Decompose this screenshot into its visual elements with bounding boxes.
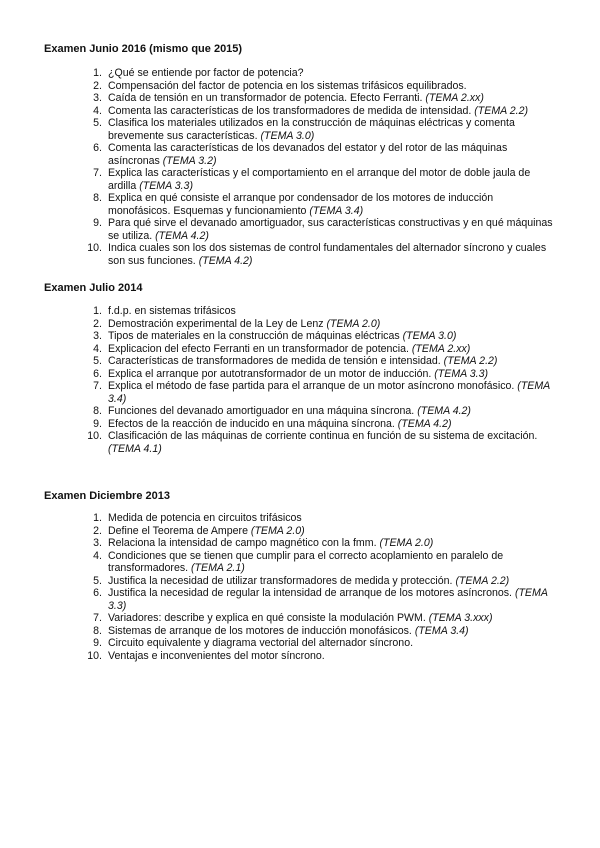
question-number: 10. (87, 430, 102, 442)
tema-reference: (TEMA 2.2) (443, 355, 498, 367)
question-text: Explica en qué consiste el arranque por condensador de los motores de inducción monofásicos. Esquemas y funcionamiento (108, 192, 494, 217)
question-item (44, 117, 556, 142)
question-text: Demostración experimental de la Ley de Lenz (108, 317, 324, 330)
section-title: Examen Julio 2014 (44, 282, 143, 294)
question-number: 3. (93, 92, 102, 104)
question-number: 3. (93, 330, 102, 342)
question-item (44, 305, 556, 318)
tema-reference: (TEMA 2.xx) (411, 342, 471, 355)
question-item (44, 430, 556, 455)
exam-section-diciembre-2013 (44, 489, 556, 662)
question-text: Explica el arranque por autotransformador de un motor de inducción. (108, 367, 432, 380)
question-text: Funciones del devanado amortiguador en una máquina síncrona. (108, 405, 415, 417)
question-item (44, 80, 556, 93)
question-number: 7. (93, 612, 102, 624)
question-text: Clasifica los materiales utilizados en la construcción de máquinas eléctricas y comenta brevemente sus características. (108, 117, 515, 142)
question-item (44, 525, 556, 538)
tema-reference: (TEMA 4.2) (397, 417, 452, 430)
question-text: Para qué sirve el devanado amortiguador, sus características constructivas y en qué máquinas se utiliza. (108, 217, 553, 242)
question-item (44, 92, 556, 105)
question-text: ¿Qué se entiende por factor de potencia? (108, 67, 304, 79)
question-number: 10. (87, 649, 102, 662)
question-number: 4. (93, 104, 102, 117)
tema-reference: (TEMA 3.xxx) (428, 612, 493, 624)
question-number: 4. (93, 342, 102, 355)
question-text: Condiciones que se tienen que cumplir para el correcto acoplamiento en paralelo de transformadores. (108, 549, 504, 574)
question-text: Ventajas e inconvenientes del motor síncrono. (108, 649, 325, 662)
tema-reference: (TEMA 3.4) (309, 204, 364, 217)
tema-reference: (TEMA 3.0) (402, 330, 457, 342)
question-number: 1. (93, 512, 102, 524)
tema-reference: (TEMA 3.0) (260, 129, 315, 142)
question-number: 8. (93, 405, 102, 417)
question-number: 6. (93, 142, 102, 154)
question-item (44, 650, 556, 663)
question-item (44, 142, 556, 167)
tema-reference: (TEMA 3.3) (434, 367, 489, 380)
question-text: Explica el método de fase partida para el arranque de un motor asíncrono monofásico. (108, 380, 515, 392)
question-item (44, 105, 556, 118)
tema-reference: (TEMA 3.3) (108, 587, 548, 612)
tema-reference: (TEMA 3.4) (108, 380, 550, 405)
question-number: 3. (93, 537, 102, 549)
question-item (44, 405, 556, 418)
question-number: 6. (93, 367, 102, 380)
question-text: Explicacion del efecto Ferranti en un transformador de potencia. (108, 342, 409, 355)
question-text: Variadores: describe y explica en qué consiste la modulación PWM. (108, 612, 426, 624)
question-number: 7. (93, 167, 102, 179)
tema-reference: (TEMA 4.1) (108, 442, 162, 455)
question-number: 2. (93, 524, 102, 537)
question-text: Características de transformadores de medida de tensión e intensidad. (108, 355, 441, 367)
question-text: Justifica la necesidad de regular la intensidad de arranque de los motores asíncronos. (108, 587, 512, 599)
tema-reference: (TEMA 2.2) (455, 574, 510, 587)
question-item (44, 318, 556, 331)
question-text: Relaciona la intensidad de campo magnético con la fmm. (108, 537, 377, 549)
question-item (44, 167, 556, 192)
question-item (44, 355, 556, 368)
question-number: 7. (93, 380, 102, 392)
question-number: 9. (93, 417, 102, 430)
question-number: 1. (93, 67, 102, 79)
tema-reference: (TEMA 2.2) (474, 104, 529, 117)
question-text: f.d.p. en sistemas trifásicos (108, 305, 236, 317)
question-number: 1. (93, 305, 102, 317)
question-text: Tipos de materiales en la construcción de máquinas eléctricas (108, 330, 400, 342)
question-list (44, 512, 556, 662)
question-item (44, 192, 556, 217)
question-number: 9. (93, 637, 102, 649)
question-item (44, 550, 556, 575)
question-item (44, 67, 556, 80)
tema-reference: (TEMA 3.4) (414, 624, 469, 637)
question-text: Circuito equivalente y diagrama vectorial del alternador síncrono. (108, 637, 414, 649)
question-item (44, 575, 556, 588)
question-number: 2. (93, 79, 102, 92)
question-text: Justifica la necesidad de utilizar transformadores de medida y protección. (108, 574, 453, 587)
tema-reference: (TEMA 3.2) (162, 154, 217, 167)
question-item (44, 368, 556, 381)
tema-reference: (TEMA 3.3) (139, 179, 193, 192)
question-number: 4. (93, 549, 102, 562)
question-number: 8. (93, 624, 102, 637)
question-item (44, 380, 556, 405)
question-list (44, 305, 556, 455)
tema-reference: (TEMA 2.xx) (425, 92, 484, 104)
question-text: Compensación del factor de potencia en los sistemas trifásicos equilibrados. (108, 79, 467, 92)
question-number: 2. (93, 317, 102, 330)
question-text: Sistemas de arranque de los motores de inducción monofásicos. (108, 624, 412, 637)
question-item (44, 587, 556, 612)
question-number: 6. (93, 587, 102, 599)
question-text: Indica cuales son los dos sistemas de control fundamentales del alternador síncrono y cuales son sus funciones. (108, 242, 547, 267)
tema-reference: (TEMA 4.2) (417, 405, 471, 417)
question-item (44, 343, 556, 356)
question-text: Define el Teorema de Ampere (108, 524, 248, 537)
question-item (44, 242, 556, 267)
question-item (44, 217, 556, 242)
question-item (44, 330, 556, 343)
question-item (44, 537, 556, 550)
tema-reference: (TEMA 2.1) (191, 562, 245, 574)
question-number: 10. (87, 242, 102, 254)
question-text: Comenta las características de los devanados del estator y del rotor de las máquinas asíncronas (108, 142, 508, 167)
tema-reference: (TEMA 2.0) (379, 537, 434, 549)
question-item (44, 418, 556, 431)
question-item (44, 625, 556, 638)
tema-reference: (TEMA 2.0) (326, 317, 381, 330)
exam-section-julio-2014 (44, 281, 556, 455)
question-number: 5. (93, 574, 102, 587)
tema-reference: (TEMA 4.2) (198, 254, 253, 267)
tema-reference: (TEMA 4.2) (155, 229, 209, 242)
question-text: Explica las características y el comportamiento en el arranque del motor de doble jaula de ardilla (108, 167, 531, 192)
question-text: Caída de tensión en un transformador de potencia. Efecto Ferranti. (108, 92, 423, 104)
question-text: Efectos de la reacción de inducido en una máquina síncrona. (108, 417, 395, 430)
question-text: Medida de potencia en circuitos trifásicos (108, 512, 302, 524)
question-text: Clasificación de las máquinas de corriente continua en función de su sistema de excitación. (108, 430, 538, 442)
section-title: Examen Diciembre 2013 (44, 490, 170, 502)
question-item (44, 637, 556, 650)
question-text: Comenta las características de los transformadores de medida de intensidad. (108, 104, 472, 117)
question-list (44, 67, 556, 267)
question-number: 5. (93, 355, 102, 367)
question-item (44, 612, 556, 625)
exam-section-junio-2016 (44, 42, 556, 267)
tema-reference: (TEMA 2.0) (250, 524, 305, 537)
question-number: 9. (93, 217, 102, 229)
question-item (44, 512, 556, 525)
section-title: Examen Junio 2016 (mismo que 2015) (44, 43, 243, 55)
question-number: 8. (93, 192, 102, 204)
question-number: 5. (93, 117, 102, 129)
